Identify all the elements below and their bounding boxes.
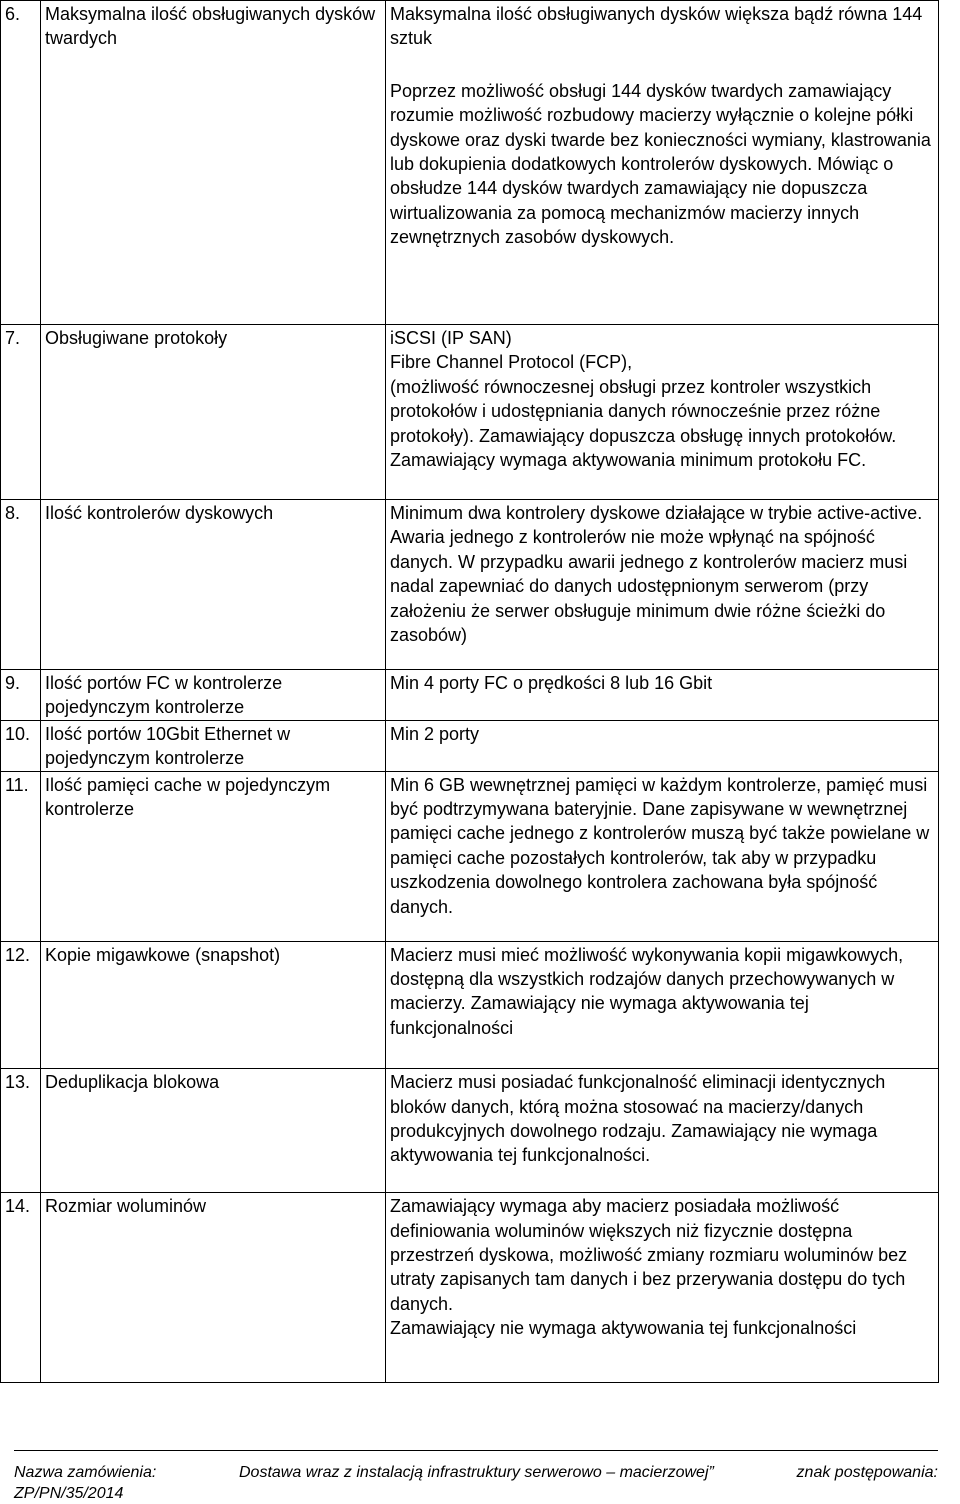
parameter-name: Rozmiar woluminów [41,1193,386,1383]
table-row [1,720,939,771]
requirement-paragraph: Macierz musi posiadać funkcjonalność eliminacji identycznych bloków danych, którą można stosować na macierzy/danych produkcyjnych dowolnego rodzaju. Zamawiający nie wymaga aktywowania tej funkcjonalności. [390,1072,886,1166]
parameter-requirement [386,500,939,670]
parameter-requirement [386,941,939,1069]
requirement-paragraph: Min 2 porty [390,723,480,744]
requirement-paragraph: iSCSI (IP SAN) [390,328,512,348]
row-number: 11. [1,771,41,941]
parameter-name: Ilość portów FC w kontrolerze pojedynczym kontrolerze [41,670,386,721]
parameter-requirement [386,1193,939,1383]
row-number: 9. [1,670,41,721]
requirement-paragraph: (możliwość równoczesnej obsługi przez kontroler wszystkich protokołów i udostępniania danych równocześnie przez różne protokoły). Zamawiający dopuszcza obsługę innych protokołów. Zamawiający wymaga aktywowania minimum protokołu FC. [390,376,897,471]
parameter-name: Ilość portów 10Gbit Ethernet w pojedynczym kontrolerze [41,720,386,771]
table-row [1,1069,939,1193]
parameter-name: Ilość pamięci cache w pojedynczym kontrolerze [41,771,386,941]
table-row [1,670,939,721]
table-row [1,771,939,941]
table-row [1,941,939,1069]
table-row [1,1193,939,1383]
parameter-name: Maksymalna ilość obsługiwanych dysków twardych [41,1,386,325]
table-row [1,1,939,325]
specification-table-body [1,1,939,1383]
table-row [1,500,939,670]
row-number: 8. [1,500,41,670]
parameter-name: Deduplikacja blokowa [41,1069,386,1193]
reference-label: znak postępowania: [796,1464,938,1481]
paragraph-spacer [390,1040,934,1068]
order-name-value: Dostawa wraz z instalacją infrastruktury serwerowo – macierzowej” [239,1464,714,1481]
parameter-requirement [386,1,939,325]
parameter-name: Kopie migawkowe (snapshot) [41,941,386,1069]
requirement-paragraph: Zamawiający nie wymaga aktywowania tej funkcjonalności [390,1318,857,1339]
row-number: 6. [1,1,41,325]
row-number: 12. [1,941,41,1069]
page-footer [14,1462,938,1504]
parameter-requirement [386,771,939,941]
requirement-paragraph: Minimum dwa kontrolery dyskowe działające w trybie active-active. Awaria jednego z kontrolerów nie może wpłynąć na spójność danych. W przypadku awarii jednego z kontrolerów macierz musi nadal zapewniać do danych udostępnionym serwerom (przy założeniu że serwer obsługuje minimum dwie różne ścieżki do zasobów) [390,503,923,646]
row-number: 10. [1,720,41,771]
parameter-requirement [386,325,939,500]
row-number: 13. [1,1069,41,1193]
reference-number: ZP/PN/35/2014 [14,1485,124,1502]
parameter-name: Ilość kontrolerów dyskowych [41,500,386,670]
footer-divider [14,1450,938,1451]
row-number: 14. [1,1193,41,1383]
requirement-paragraph: Poprzez możliwość obsługi 144 dysków twardych zamawiający rozumie możliwość rozbudowy macierzy wyłącznie o kolejne półki dyskowe oraz dyski twarde bez konieczności wymiany, klastrowania lub dokupienia dodatkowych kontrolerów dyskowych. Mówiąc o obsłudze 144 dysków twardych zamawiający nie dopuszcza wirtualizowania za pomocą mechanizmów macierzy innych zewnętrznych zasobów dyskowych. [390,80,931,248]
requirement-paragraph: Maksymalna ilość obsługiwanych dysków większa bądź równa 144 sztuk [390,4,923,49]
requirement-paragraph: Macierz musi mieć możliwość wykonywania kopii migawkowych, dostępną dla wszystkich rodzajów danych przechowywanych w macierzy. Zamawiający nie wymaga aktywowania tej funkcjonalności [390,944,904,1038]
requirement-paragraph: Fibre Channel Protocol (FCP), [390,352,633,373]
parameter-requirement [386,1069,939,1193]
parameter-requirement [386,720,939,771]
requirement-paragraph: Min 6 GB wewnętrznej pamięci w każdym kontrolerze, pamięć musi być podtrzymywana bateryjnie. Dane zapisywane w wewnętrznej pamięci cache jednego z kontrolerów muszą być także powielane w pamięci cache pozostałych kontrolerów, tak aby w przypadku uszkodzenia dowolnego kontrolera zachowana była spójność danych. [390,774,930,917]
requirement-paragraph: Zamawiający wymaga aby macierz posiadała możliwość definiowania woluminów większych niż fizycznie dostępna przestrzeń dyskowa, możliwość zmiany rozmiaru woluminów bez utraty zapisanych tam danych i bez przerywania dostępu do tych danych. [390,1196,908,1314]
parameter-requirement [386,670,939,721]
footer-line [14,1462,938,1483]
row-number: 7. [1,325,41,500]
paragraph-spacer [390,51,934,79]
order-name-label: Nazwa zamówienia: [14,1464,157,1481]
table-row [1,325,939,500]
requirement-paragraph: Min 4 porty FC o prędkości 8 lub 16 Gbit [390,673,713,693]
parameter-name: Obsługiwane protokoły [41,325,386,500]
